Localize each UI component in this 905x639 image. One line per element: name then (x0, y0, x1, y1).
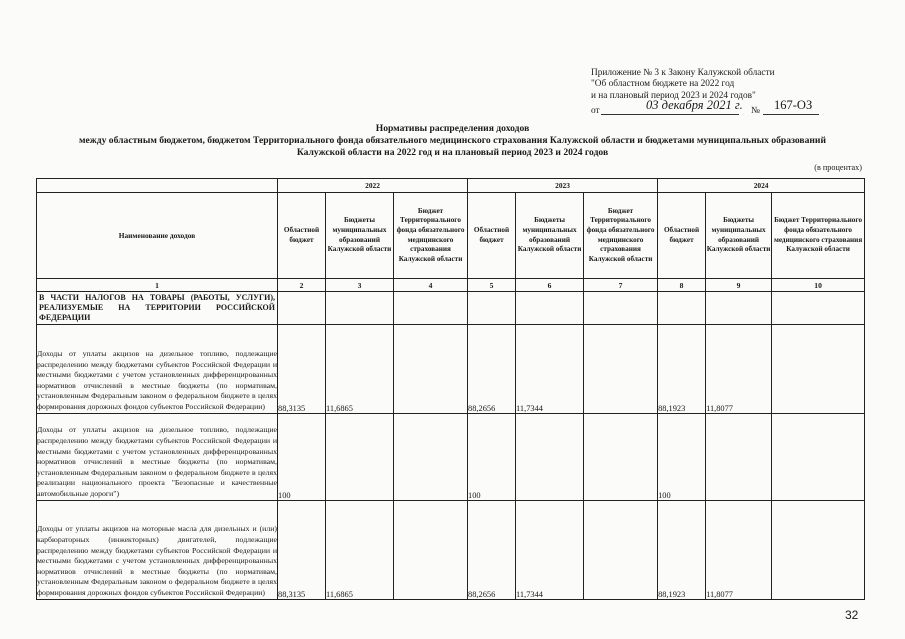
appendix-reference (591, 68, 861, 117)
health-fund-header: Бюджет Территориального фонда обязательного медицинского страхования Калужской области (584, 193, 658, 279)
municipal-budgets-header: Бюджеты муниципальных образований Калужской области (706, 193, 772, 279)
cell-value: 88,1923 (658, 500, 706, 599)
cell-value: 11,6865 (326, 500, 394, 599)
cell-value: 11,8077 (706, 500, 772, 599)
regional-budget-header: Областной бюджет (658, 193, 706, 279)
document-title: Нормативы распределения доходов (375, 123, 530, 134)
page-number: 32 (845, 608, 859, 622)
cell-value (394, 324, 468, 413)
document-subtitle-line-1: между областным бюджетом, бюджетом Территориального фонда обязательного медицинского страхования Калужской области и бюджетами муниципальных образований (79, 135, 826, 146)
column-number: 4 (394, 279, 468, 292)
cell-value (772, 500, 865, 599)
income-name: Доходы от уплаты акцизов на моторные масла для дизельных и (или) карбюраторных (инжекторных) двигателей, подлежащие распределению между бюджетами субъектов Российской Федерации и местными бюджетами с учетом установленных дифференцированных нормативов отчислений в местные бюджеты (по нормативам, установленным Федеральным законом о федеральном бюджете в целях формирования дорожных фондов субъектов Российской Федерации) (37, 500, 278, 599)
column-number: 5 (468, 279, 516, 292)
income-name-header: Наименование доходов (37, 193, 278, 279)
municipal-budgets-header: Бюджеты муниципальных образований Калужской области (326, 193, 394, 279)
document-subtitle-line-2: Калужской области на 2022 год и на плановый период 2023 и 2024 годов (296, 147, 609, 158)
cell-value (394, 500, 468, 599)
section-title: В ЧАСТИ НАЛОГОВ НА ТОВАРЫ (РАБОТЫ, УСЛУГИ), РЕАЛИЗУЕМЫЕ НА ТЕРРИТОРИИ РОССИЙСКОЙ ФЕДЕРАЦИИ (37, 292, 278, 325)
year-header-2022: 2022 (278, 179, 468, 193)
cell-value: 88,3135 (278, 324, 326, 413)
cell-value: 88,2656 (468, 500, 516, 599)
column-number-row (37, 279, 865, 292)
year-header-2023: 2023 (468, 179, 658, 193)
year-header-empty (37, 179, 278, 193)
cell-value: 11,7344 (516, 324, 584, 413)
year-header-2024: 2024 (658, 179, 865, 193)
number-underline (763, 114, 819, 115)
year-header-row (37, 179, 865, 193)
cell-value (584, 413, 658, 500)
norms-table (36, 178, 865, 600)
number-label: № (751, 106, 760, 117)
cell-value: 88,2656 (468, 324, 516, 413)
cell-value (394, 413, 468, 500)
column-number: 2 (278, 279, 326, 292)
cell-value: 100 (658, 413, 706, 500)
cell-value: 100 (278, 413, 326, 500)
column-number: 9 (706, 279, 772, 292)
cell-value: 11,7344 (516, 500, 584, 599)
cell-value: 11,6865 (326, 324, 394, 413)
cell-value: 88,3135 (278, 500, 326, 599)
units-note: (в процентах) (814, 163, 862, 172)
section-header-row (37, 292, 865, 325)
table-row (37, 500, 865, 599)
cell-value (772, 413, 865, 500)
cell-value (706, 413, 772, 500)
table-row (37, 413, 865, 500)
table-row (37, 324, 865, 413)
cell-value: 88,1923 (658, 324, 706, 413)
law-number: 167-ОЗ (774, 98, 813, 113)
law-date: 03 декабря 2021 г. (646, 98, 743, 113)
appendix-line-3: и на плановый период 2023 и 2024 годов" (591, 90, 756, 101)
date-underline (601, 114, 739, 115)
health-fund-header: Бюджет Территориального фонда обязательного медицинского страхования Калужской области (394, 193, 468, 279)
cell-value: 11,8077 (706, 324, 772, 413)
cell-value (584, 500, 658, 599)
cell-value: 100 (468, 413, 516, 500)
health-fund-header: Бюджет Территориального фонда обязательного медицинского страхования Калужской области (772, 193, 865, 279)
from-label: от (591, 106, 600, 117)
appendix-line-2: "Об областном бюджете на 2022 год (591, 79, 735, 90)
column-number: 10 (772, 279, 865, 292)
column-number: 6 (516, 279, 584, 292)
cell-value (326, 413, 394, 500)
cell-value (516, 413, 584, 500)
municipal-budgets-header: Бюджеты муниципальных образований Калужской области (516, 193, 584, 279)
income-name: Доходы от уплаты акцизов на дизельное топливо, подлежащие распределению между бюджетами субъектов Российской Федерации и местными бюджетами с учетом установленных дифференцированных нормативов отчислений в местные бюджеты (по нормативам, установленным Федеральным законом о федеральном бюджете в целях формирования дорожных фондов субъектов Российской Федерации) (37, 324, 278, 413)
regional-budget-header: Областной бюджет (468, 193, 516, 279)
column-number: 8 (658, 279, 706, 292)
column-header-row (37, 193, 865, 279)
column-number: 3 (326, 279, 394, 292)
appendix-line-1: Приложение № 3 к Закону Калужской области (591, 68, 775, 78)
income-name: Доходы от уплаты акцизов на дизельное топливо, подлежащие распределению между бюджетами субъектов Российской Федерации и местными бюджетами с учетом установленных дифференцированных нормативов отчислений в местные бюджеты (по нормативам, установленным Федеральным законом о федеральном бюджете в целях реализации национального проекта "Безопасные и качественные автомобильные дороги") (37, 413, 278, 500)
cell-value (772, 324, 865, 413)
column-number: 7 (584, 279, 658, 292)
cell-value (584, 324, 658, 413)
law-date-line (591, 98, 861, 117)
regional-budget-header: Областной бюджет (278, 193, 326, 279)
column-number: 1 (37, 279, 278, 292)
